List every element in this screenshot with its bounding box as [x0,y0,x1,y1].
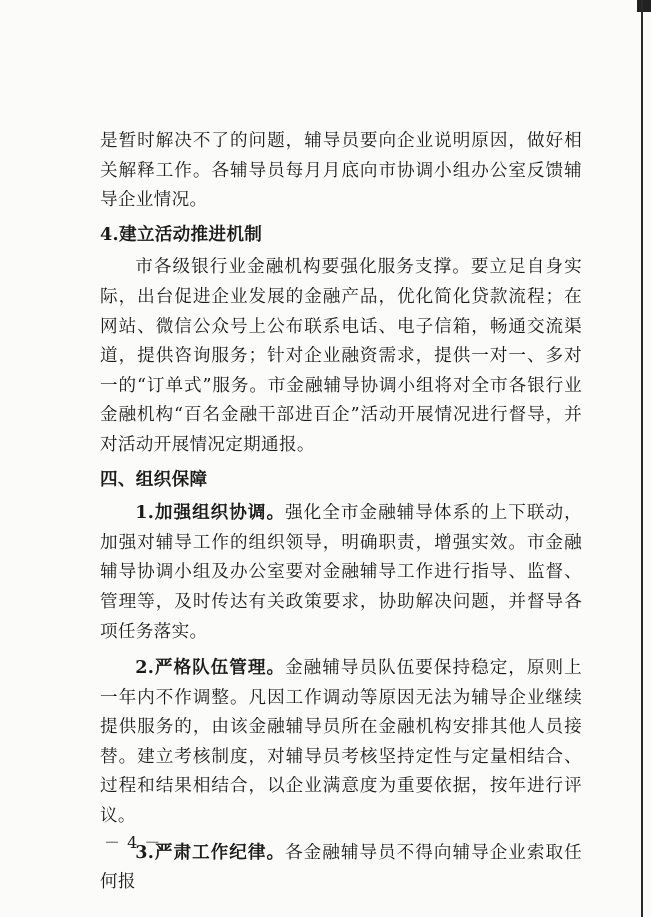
section-heading-4: 四、组织保障 [100,468,208,490]
paragraph-lead: 3.严肃工作纪律。 [135,841,286,863]
page-number: － 4 － [104,833,162,852]
paragraph-discipline [100,838,582,898]
paragraph-body: 各金融辅导员不得向辅导企业索取任何报 [100,842,582,893]
body-text [100,127,582,898]
scan-edge-right [641,0,643,917]
paragraph-body: 强化全市金融辅导体系的上下联动，加强对辅导工作的组织领导，明确职责，增强实效。市金融辅导协调小组及办公室要对金融辅导工作进行指导、监督、管理等，及时传达有关政策要求，协助解决问题，并督导各项任务落实。 [100,503,582,642]
paragraph-team [100,653,582,832]
paragraph-continuation: 是暂时解决不了的问题，辅导员要向企业说明原因，做好相关解释工作。各辅导员每月月底向市协调小组办公室反馈辅导企业情况。 [100,131,582,211]
paragraph-activity: 市各级银行业金融机构要强化服务支撑。要立足自身实际，出台促进企业发展的金融产品，优化简化贷款流程；在网站、微信公众号上公布联系电话、电子信箱，畅通交流渠道，提供咨询服务；针对企业融资需求，提供一对一、多对一的“订单式”服务。市金融辅导协调小组将对全市各银行业金融机构“百名金融干部进百企”活动开展情况进行督导，并对活动开展情况定期通报。 [100,257,582,455]
paragraph-lead: 1.加强组织协调。 [135,502,286,524]
paragraph-lead: 2.严格队伍管理。 [135,657,286,679]
paragraph-body: 金融辅导员队伍要保持稳定，原则上一年内不作调整。凡因工作调动等原因无法为辅导企业继续提供服务的，由该金融辅导员所在金融机构安排其他人员接替。建立考核制度，对辅导员考核坚持定性与定量相结合、过程和结果相结合，以企业满意度为重要依据，按年进行评议。 [100,658,582,827]
subheading-4: 4.建立活动推进机制 [100,223,263,245]
paragraph-coordination [100,498,582,647]
scan-edge-top [637,0,651,12]
